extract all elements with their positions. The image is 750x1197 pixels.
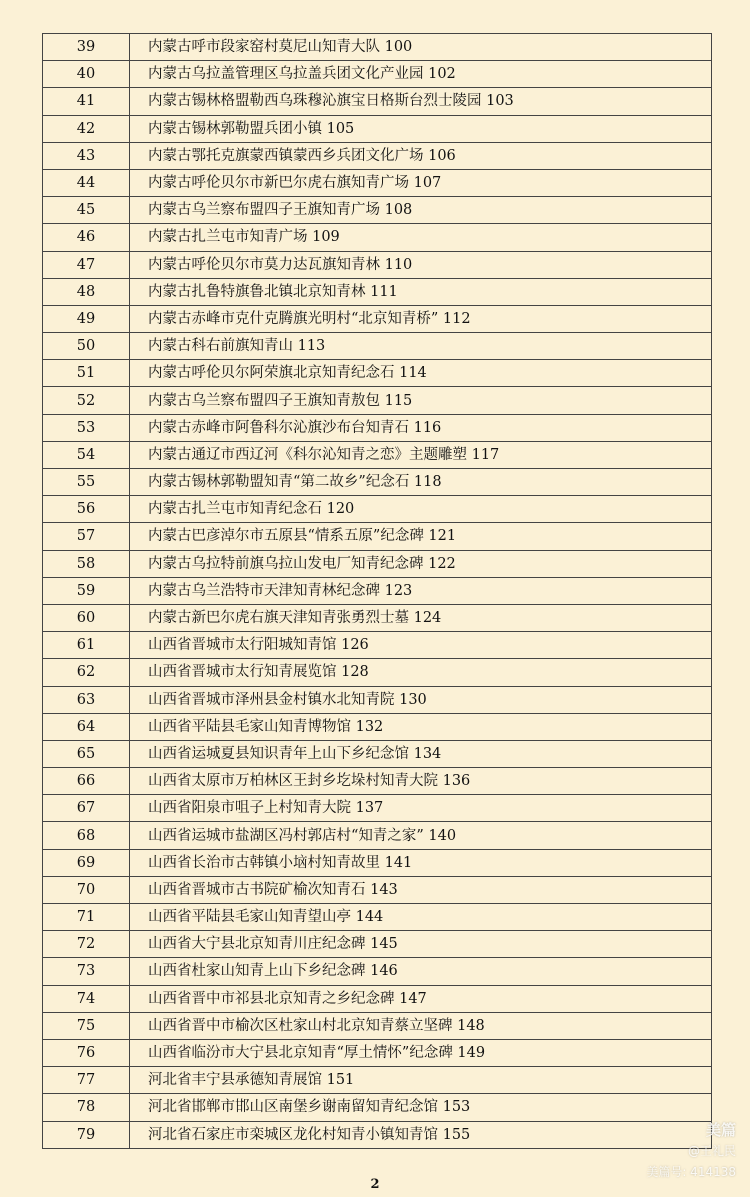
table-row bbox=[43, 550, 712, 577]
row-entry: 山西省运城市盐湖区冯村郭店村“知青之家” 140 bbox=[130, 822, 712, 849]
row-entry: 山西省阳泉市咀子上村知青大院 137 bbox=[130, 795, 712, 822]
table-row bbox=[43, 740, 712, 767]
row-number: 73 bbox=[43, 958, 130, 985]
row-entry: 内蒙古乌拉盖管理区乌拉盖兵团文化产业园 102 bbox=[130, 61, 712, 88]
table-row bbox=[43, 88, 712, 115]
table-row bbox=[43, 34, 712, 61]
row-entry: 河北省丰宁县承德知青展馆 151 bbox=[130, 1067, 712, 1094]
row-number: 79 bbox=[43, 1121, 130, 1148]
row-number: 76 bbox=[43, 1039, 130, 1066]
table-row bbox=[43, 496, 712, 523]
row-entry: 内蒙古锡林郭勒盟知青“第二故乡”纪念石 118 bbox=[130, 469, 712, 496]
row-entry: 内蒙古锡林格盟勒西乌珠穆沁旗宝日格斯台烈士陵园 103 bbox=[130, 88, 712, 115]
row-number: 44 bbox=[43, 169, 130, 196]
table-row bbox=[43, 278, 712, 305]
row-entry: 内蒙古呼伦贝尔市新巴尔虎右旗知青广场 107 bbox=[130, 169, 712, 196]
table-row bbox=[43, 1094, 712, 1121]
row-entry: 内蒙古乌兰察布盟四子王旗知青敖包 115 bbox=[130, 387, 712, 414]
row-number: 67 bbox=[43, 795, 130, 822]
table-row bbox=[43, 224, 712, 251]
row-number: 47 bbox=[43, 251, 130, 278]
table-row bbox=[43, 686, 712, 713]
row-entry: 河北省邯郸市邯山区南堡乡谢南留知青纪念馆 153 bbox=[130, 1094, 712, 1121]
row-entry: 山西省晋中市祁县北京知青之乡纪念碑 147 bbox=[130, 985, 712, 1012]
row-entry: 内蒙古巴彦淖尔市五原县“情系五原”纪念碑 121 bbox=[130, 523, 712, 550]
row-number: 71 bbox=[43, 904, 130, 931]
table-row bbox=[43, 849, 712, 876]
table-row bbox=[43, 387, 712, 414]
row-entry: 山西省大宁县北京知青川庄纪念碑 145 bbox=[130, 931, 712, 958]
row-number: 50 bbox=[43, 333, 130, 360]
row-number: 74 bbox=[43, 985, 130, 1012]
row-number: 62 bbox=[43, 659, 130, 686]
table-row bbox=[43, 333, 712, 360]
table-row bbox=[43, 822, 712, 849]
row-entry: 山西省晋城市太行知青展览馆 128 bbox=[130, 659, 712, 686]
row-number: 60 bbox=[43, 604, 130, 631]
row-entry: 山西省晋城市古书院矿榆次知青石 143 bbox=[130, 876, 712, 903]
row-entry: 内蒙古锡林郭勒盟兵团小镇 105 bbox=[130, 115, 712, 142]
row-number: 48 bbox=[43, 278, 130, 305]
table-row bbox=[43, 142, 712, 169]
table-row bbox=[43, 197, 712, 224]
table-row bbox=[43, 360, 712, 387]
row-number: 59 bbox=[43, 577, 130, 604]
row-entry: 内蒙古新巴尔虎右旗天津知青张勇烈士墓 124 bbox=[130, 604, 712, 631]
table-row bbox=[43, 713, 712, 740]
row-entry: 山西省晋中市榆次区杜家山村北京知青蔡立坚碑 148 bbox=[130, 1012, 712, 1039]
row-number: 54 bbox=[43, 441, 130, 468]
table-row bbox=[43, 1012, 712, 1039]
table-row bbox=[43, 958, 712, 985]
row-entry: 内蒙古扎兰屯市知青广场 109 bbox=[130, 224, 712, 251]
table-row bbox=[43, 577, 712, 604]
row-number: 49 bbox=[43, 305, 130, 332]
row-entry: 内蒙古科右前旗知青山 113 bbox=[130, 333, 712, 360]
row-number: 57 bbox=[43, 523, 130, 550]
row-number: 78 bbox=[43, 1094, 130, 1121]
row-entry: 山西省平陆县毛家山知青望山亭 144 bbox=[130, 904, 712, 931]
table-row bbox=[43, 469, 712, 496]
row-entry: 内蒙古赤峰市阿鲁科尔沁旗沙布台知青石 116 bbox=[130, 414, 712, 441]
row-entry: 山西省临汾市大宁县北京知青“厚土情怀”纪念碑 149 bbox=[130, 1039, 712, 1066]
row-entry: 山西省长治市古韩镇小垴村知青故里 141 bbox=[130, 849, 712, 876]
row-entry: 内蒙古呼市段家窑村莫尼山知青大队 100 bbox=[130, 34, 712, 61]
row-entry: 内蒙古鄂托克旗蒙西镇蒙西乡兵团文化广场 106 bbox=[130, 142, 712, 169]
table-row bbox=[43, 604, 712, 631]
row-entry: 山西省晋城市泽州县金村镇水北知青院 130 bbox=[130, 686, 712, 713]
table-row bbox=[43, 876, 712, 903]
row-number: 61 bbox=[43, 632, 130, 659]
table-row bbox=[43, 251, 712, 278]
table-row bbox=[43, 305, 712, 332]
table-row bbox=[43, 768, 712, 795]
table-row bbox=[43, 523, 712, 550]
row-entry: 内蒙古乌拉特前旗乌拉山发电厂知青纪念碑 122 bbox=[130, 550, 712, 577]
watermark-id: 美篇号: 414138 bbox=[646, 1165, 736, 1179]
row-number: 56 bbox=[43, 496, 130, 523]
row-number: 53 bbox=[43, 414, 130, 441]
table-row bbox=[43, 61, 712, 88]
row-number: 39 bbox=[43, 34, 130, 61]
row-entry: 内蒙古扎兰屯市知青纪念石 120 bbox=[130, 496, 712, 523]
row-number: 55 bbox=[43, 469, 130, 496]
row-number: 42 bbox=[43, 115, 130, 142]
row-entry: 内蒙古通辽市西辽河《科尔沁知青之恋》主题雕塑 117 bbox=[130, 441, 712, 468]
row-entry: 内蒙古乌兰浩特市天津知青林纪念碑 123 bbox=[130, 577, 712, 604]
table-row bbox=[43, 1039, 712, 1066]
table-of-contents bbox=[42, 33, 712, 1149]
row-entry: 山西省太原市万柏林区王封乡圪垛村知青大院 136 bbox=[130, 768, 712, 795]
row-number: 72 bbox=[43, 931, 130, 958]
row-entry: 内蒙古扎鲁特旗鲁北镇北京知青林 111 bbox=[130, 278, 712, 305]
row-number: 43 bbox=[43, 142, 130, 169]
row-entry: 山西省晋城市太行阳城知青馆 126 bbox=[130, 632, 712, 659]
watermark-brand: 美篇 bbox=[705, 1121, 736, 1139]
table-row bbox=[43, 985, 712, 1012]
table-row bbox=[43, 632, 712, 659]
watermark bbox=[646, 1120, 736, 1183]
table-row bbox=[43, 931, 712, 958]
watermark-author: @王礼民 bbox=[687, 1144, 736, 1158]
table-row bbox=[43, 441, 712, 468]
row-entry: 内蒙古呼伦贝尔阿荣旗北京知青纪念石 114 bbox=[130, 360, 712, 387]
row-number: 77 bbox=[43, 1067, 130, 1094]
row-entry: 内蒙古赤峰市克什克腾旗光明村“北京知青桥” 112 bbox=[130, 305, 712, 332]
table-row bbox=[43, 904, 712, 931]
row-entry: 内蒙古乌兰察布盟四子王旗知青广场 108 bbox=[130, 197, 712, 224]
table-row bbox=[43, 414, 712, 441]
row-entry: 内蒙古呼伦贝尔市莫力达瓦旗知青林 110 bbox=[130, 251, 712, 278]
row-number: 40 bbox=[43, 61, 130, 88]
row-number: 70 bbox=[43, 876, 130, 903]
row-number: 58 bbox=[43, 550, 130, 577]
row-number: 45 bbox=[43, 197, 130, 224]
row-number: 66 bbox=[43, 768, 130, 795]
table-row bbox=[43, 169, 712, 196]
table-row bbox=[43, 115, 712, 142]
row-number: 65 bbox=[43, 740, 130, 767]
row-number: 46 bbox=[43, 224, 130, 251]
row-number: 51 bbox=[43, 360, 130, 387]
row-number: 64 bbox=[43, 713, 130, 740]
table-row bbox=[43, 795, 712, 822]
row-number: 75 bbox=[43, 1012, 130, 1039]
row-number: 52 bbox=[43, 387, 130, 414]
table-row bbox=[43, 659, 712, 686]
table-row bbox=[43, 1121, 712, 1148]
row-entry: 山西省平陆县毛家山知青博物馆 132 bbox=[130, 713, 712, 740]
table-row bbox=[43, 1067, 712, 1094]
row-entry: 山西省杜家山知青上山下乡纪念碑 146 bbox=[130, 958, 712, 985]
row-number: 69 bbox=[43, 849, 130, 876]
row-number: 63 bbox=[43, 686, 130, 713]
row-entry: 山西省运城夏县知识青年上山下乡纪念馆 134 bbox=[130, 740, 712, 767]
page-number: 2 bbox=[370, 1177, 380, 1192]
row-entry: 河北省石家庄市栾城区龙化村知青小镇知青馆 155 bbox=[130, 1121, 712, 1148]
row-number: 41 bbox=[43, 88, 130, 115]
row-number: 68 bbox=[43, 822, 130, 849]
